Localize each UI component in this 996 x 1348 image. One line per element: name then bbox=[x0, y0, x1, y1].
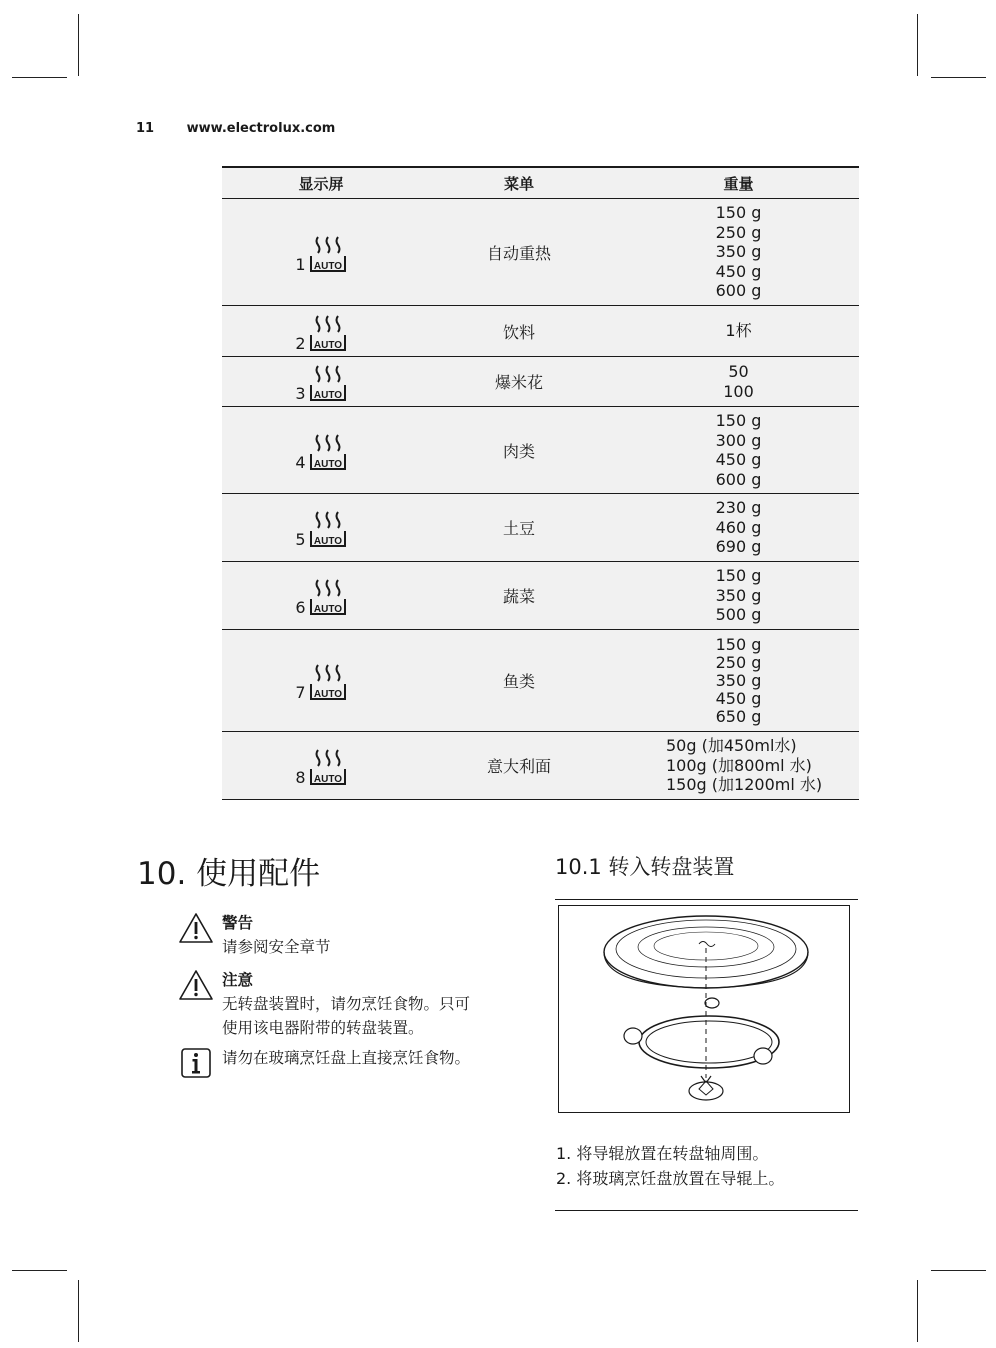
weight-value: 450 g bbox=[715, 261, 762, 281]
auto-steam-icon bbox=[309, 659, 347, 701]
crop-mark bbox=[78, 1280, 79, 1342]
weight-value: 690 g bbox=[715, 537, 762, 557]
column-header-weight: 重量 bbox=[618, 167, 859, 199]
weight-list bbox=[618, 360, 859, 403]
weight-value: 300 g bbox=[715, 430, 762, 450]
weight-value: 100 bbox=[723, 381, 754, 401]
caution-icon bbox=[178, 968, 214, 1002]
auto-steam-icon bbox=[309, 310, 347, 352]
crop-mark bbox=[12, 1270, 67, 1271]
caution-title: 注意 bbox=[222, 971, 254, 989]
caution-text-line: 使用该电器附带的转盘装置。 bbox=[222, 1019, 424, 1037]
menu-name: 爆米花 bbox=[494, 373, 543, 392]
table-row bbox=[222, 562, 859, 630]
auto-steam-icon bbox=[309, 506, 347, 548]
weight-value: 500 g bbox=[715, 605, 762, 625]
table-row bbox=[222, 630, 859, 732]
caution-text-line: 无转盘装置时，请勿烹饪食物。只可 bbox=[222, 995, 471, 1013]
menu-name: 鱼类 bbox=[502, 672, 535, 691]
weight-value: 1杯 bbox=[725, 321, 752, 341]
info-note bbox=[178, 1046, 470, 1080]
step-item: 2. 将玻璃烹饪盘放置在导辊上。 bbox=[556, 1169, 785, 1188]
menu-cell bbox=[420, 357, 618, 407]
menu-name: 意大利面 bbox=[486, 757, 551, 776]
menu-name: 土豆 bbox=[502, 519, 535, 538]
auto-label: AUTO bbox=[313, 390, 342, 401]
weight-list bbox=[618, 496, 859, 559]
weight-value: 150 g bbox=[715, 566, 762, 586]
menu-cell bbox=[420, 494, 618, 562]
display-cell bbox=[222, 199, 420, 306]
weight-value: 230 g bbox=[715, 498, 762, 518]
weight-cell bbox=[618, 630, 859, 732]
table-row bbox=[222, 357, 859, 407]
weight-list bbox=[618, 634, 859, 728]
turntable-diagram bbox=[559, 906, 849, 1112]
table-row bbox=[222, 306, 859, 357]
auto-program-table bbox=[222, 166, 859, 800]
weight-value: 250 g bbox=[715, 652, 762, 672]
weight-cell bbox=[618, 306, 859, 357]
display-symbol bbox=[295, 360, 346, 402]
column-header-menu: 菜单 bbox=[420, 167, 618, 199]
display-symbol bbox=[295, 744, 346, 786]
auto-label: AUTO bbox=[313, 536, 342, 547]
weight-value: 450 g bbox=[715, 450, 762, 469]
page-number: 11 bbox=[136, 121, 155, 136]
display-symbol bbox=[295, 231, 346, 273]
step-item: 1. 将导辊放置在转盘轴周围。 bbox=[556, 1144, 769, 1163]
auto-label: AUTO bbox=[313, 339, 342, 351]
display-symbol bbox=[295, 429, 346, 471]
program-number: 5 bbox=[295, 530, 306, 549]
program-number: 2 bbox=[295, 333, 306, 353]
weight-list bbox=[618, 409, 859, 491]
crop-mark bbox=[917, 1280, 918, 1342]
info-icon bbox=[178, 1046, 214, 1080]
table-header-row bbox=[222, 167, 859, 199]
weight-list bbox=[618, 201, 859, 303]
weight-value: 50g (加450ml水) bbox=[666, 736, 797, 756]
menu-cell bbox=[420, 630, 618, 732]
program-number: 1 bbox=[295, 254, 306, 274]
display-symbol bbox=[295, 574, 346, 616]
crop-mark bbox=[78, 14, 79, 76]
warning-title: 警告 bbox=[222, 914, 254, 932]
display-cell bbox=[222, 306, 420, 357]
weight-value: 350 g bbox=[715, 585, 762, 605]
weight-cell bbox=[618, 407, 859, 494]
weight-value: 150 g bbox=[715, 411, 762, 430]
table-row bbox=[222, 199, 859, 306]
weight-value: 600 g bbox=[715, 281, 762, 301]
divider bbox=[555, 1210, 858, 1211]
menu-name: 饮料 bbox=[502, 322, 535, 342]
weight-value: 150g (加1200ml 水) bbox=[666, 775, 823, 795]
auto-steam-icon bbox=[309, 574, 347, 616]
auto-steam-icon bbox=[309, 429, 347, 471]
weight-value: 600 g bbox=[715, 469, 762, 489]
weight-cell bbox=[618, 562, 859, 630]
auto-label: AUTO bbox=[313, 604, 342, 615]
auto-steam-icon bbox=[309, 744, 347, 786]
weight-cell bbox=[618, 357, 859, 407]
crop-mark bbox=[931, 1270, 986, 1271]
weight-value: 350 g bbox=[715, 670, 762, 690]
display-symbol bbox=[295, 506, 346, 548]
weight-value: 250 g bbox=[715, 222, 762, 242]
weight-list bbox=[618, 319, 859, 343]
warning-note bbox=[178, 911, 331, 959]
menu-cell bbox=[420, 199, 618, 306]
display-cell bbox=[222, 407, 420, 494]
auto-label: AUTO bbox=[313, 260, 342, 272]
display-symbol bbox=[295, 310, 346, 352]
display-symbol bbox=[295, 659, 346, 701]
weight-cell bbox=[618, 732, 859, 800]
display-cell bbox=[222, 562, 420, 630]
program-number: 4 bbox=[295, 452, 306, 472]
program-number: 3 bbox=[295, 384, 306, 403]
installation-steps bbox=[556, 1141, 784, 1191]
crop-mark bbox=[931, 77, 986, 78]
menu-name: 自动重热 bbox=[486, 243, 551, 263]
page-header bbox=[136, 121, 335, 136]
weight-value: 450 g bbox=[715, 688, 762, 708]
crop-mark bbox=[917, 14, 918, 76]
weight-value: 150 g bbox=[715, 634, 762, 654]
turntable-illustration bbox=[558, 905, 850, 1113]
caution-note bbox=[178, 968, 470, 1040]
display-cell bbox=[222, 732, 420, 800]
weight-cell bbox=[618, 199, 859, 306]
menu-name: 肉类 bbox=[502, 441, 535, 461]
auto-label: AUTO bbox=[313, 774, 342, 785]
warning-text: 请参阅安全章节 bbox=[222, 938, 331, 956]
auto-steam-icon bbox=[309, 360, 347, 402]
section-title: 10. 使用配件 bbox=[137, 856, 321, 892]
crop-mark bbox=[12, 77, 67, 78]
weight-value: 350 g bbox=[715, 242, 762, 262]
column-header-display: 显示屏 bbox=[222, 167, 420, 199]
table-row bbox=[222, 407, 859, 494]
weight-list bbox=[618, 734, 859, 797]
menu-cell bbox=[420, 562, 618, 630]
table-row bbox=[222, 732, 859, 800]
website-url: www.electrolux.com bbox=[186, 121, 336, 136]
warning-icon bbox=[178, 911, 214, 945]
menu-name: 蔬菜 bbox=[502, 587, 535, 606]
auto-steam-icon bbox=[309, 231, 347, 273]
subsection-title: 10.1 转入转盘装置 bbox=[555, 855, 735, 879]
display-cell bbox=[222, 357, 420, 407]
auto-label: AUTO bbox=[313, 458, 342, 470]
display-cell bbox=[222, 494, 420, 562]
weight-cell bbox=[618, 494, 859, 562]
program-number: 8 bbox=[295, 768, 306, 787]
weight-value: 150 g bbox=[715, 203, 762, 223]
menu-cell bbox=[420, 306, 618, 357]
program-number: 6 bbox=[295, 598, 306, 617]
weight-value: 460 g bbox=[715, 517, 762, 537]
info-text: 请勿在玻璃烹饪盘上直接烹饪食物。 bbox=[222, 1049, 471, 1067]
divider bbox=[555, 899, 858, 900]
weight-list bbox=[618, 564, 859, 627]
program-number: 7 bbox=[295, 683, 306, 702]
menu-cell bbox=[420, 732, 618, 800]
weight-value: 50 bbox=[728, 362, 749, 381]
display-cell bbox=[222, 630, 420, 732]
table-row bbox=[222, 494, 859, 562]
auto-label: AUTO bbox=[313, 689, 342, 700]
menu-cell bbox=[420, 407, 618, 494]
weight-value: 100g (加800ml 水) bbox=[666, 755, 812, 775]
weight-value: 650 g bbox=[715, 706, 762, 726]
